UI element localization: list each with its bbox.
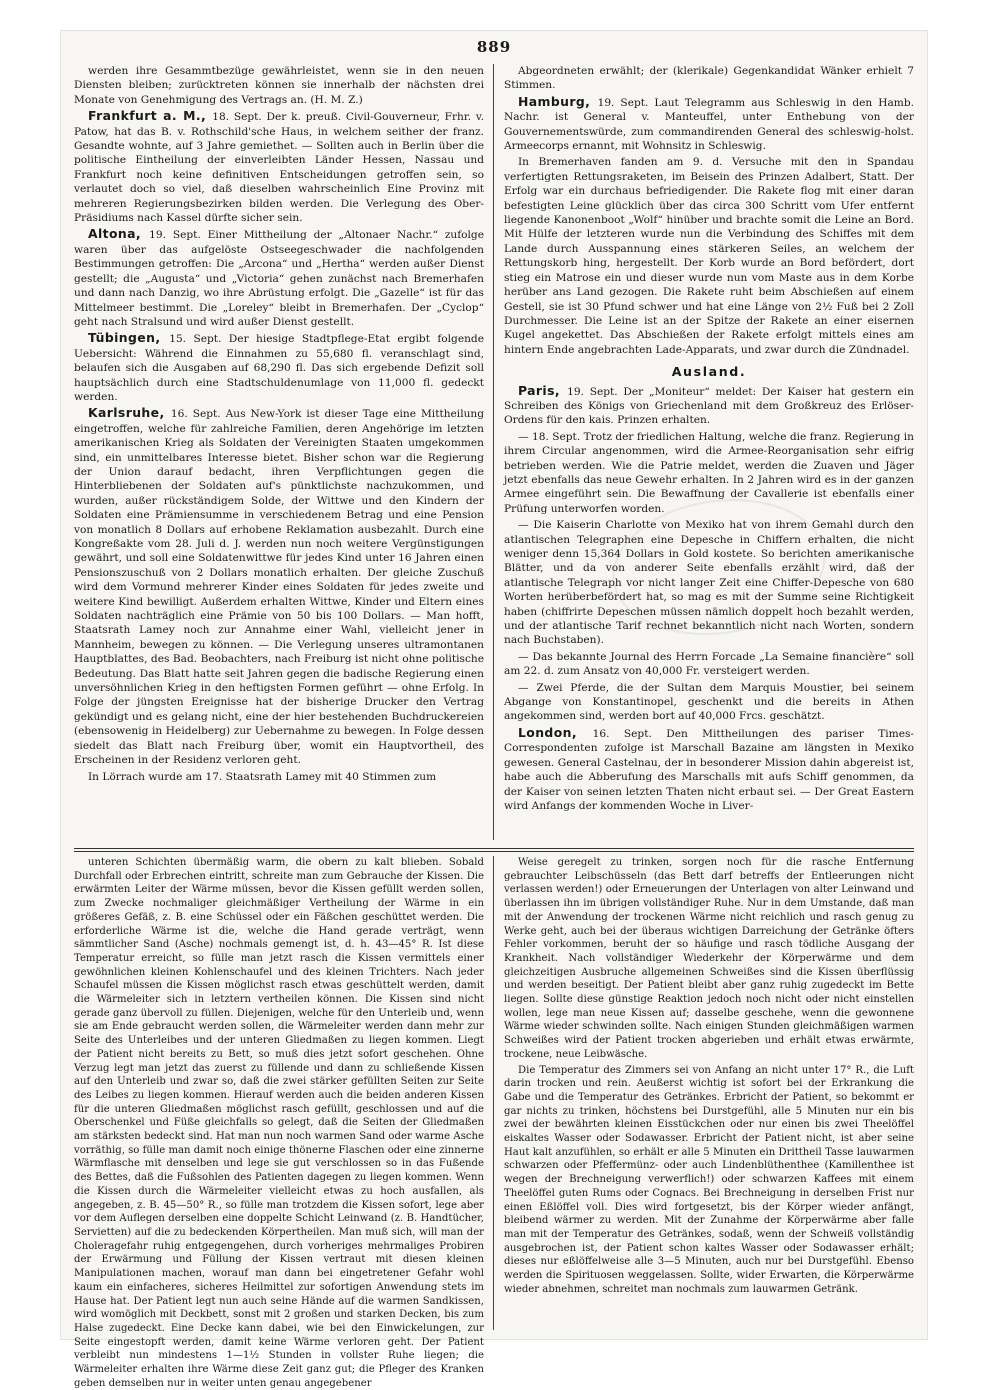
article-paragraph xyxy=(504,726,914,813)
newspaper-page xyxy=(60,30,928,1389)
article-text: — 18. Sept. Trotz der friedlichen Haltung, welche die franz. Regierung in ihrem Circular angenommen, wird die Armee-Reorganisation sehr eifrig betrieben werden. Wie die Patrie meldet, werden die Zuaven und Jäger jetzt ebenfalls das neue Gewehr erhalten. In 2 Jahren wird es in der ganzen Armee eingeführt sein. Die Bewaffnung der Cavallerie ist ebenfalls einer Prüfung unterworfen worden. xyxy=(504,430,914,515)
article-text: 19. Sept. Laut Telegramm aus Schleswig in den Hamb. Nachr. ist General v. Manteuffel, unter Enthebung von der Gouvernementswürde, zum commandirenden General des schleswig-holst. Armeecorps ernannt, mit Wohnsitz in Schleswig. xyxy=(504,96,915,153)
article-text: 16. Sept. Den Mittheilungen des pariser Times-Correspondenten zufolge ist Marschall Bazaine am längsten in Mexiko gewesen. General Castelnau, der in besonderer Mission dahin abgereist ist, habe auch die Abberufung des Marschalls mit aufs Schiff genommen, da der Kaiser von seinen letzten Thaten nicht erbaut sei. — Der Great Eastern wird Anfangs der kommenden Woche in Liver- xyxy=(504,727,914,812)
article-paragraph xyxy=(504,64,914,93)
article-text: Abgeordneten erwählt; der (klerikale) Gegenkandidat Wänker erhielt 7 Stimmen. xyxy=(504,65,914,92)
upper-section xyxy=(74,64,914,842)
column-divider-upper xyxy=(493,64,494,840)
lower-right-column xyxy=(504,856,914,1334)
article-paragraph xyxy=(504,384,914,428)
section-divider-second xyxy=(74,851,914,852)
article-paragraph xyxy=(504,155,914,357)
article-paragraph xyxy=(74,856,484,1390)
section-divider xyxy=(74,848,914,849)
article-text: 19. Sept. Einer Mittheilung der „Altonaer Nachr.“ zufolge waren über das aufgelöste Ostseegeschwader die nachfolgenden Bestimmungen getroffen: Die „Arcona“ und „Hertha“ werden außer Dienst gestellt; die „Augusta“ und „Victoria“ gehen zunächst nach Bremerhafen und dann nach Danzig, wo ihre Abrüstung erfolgt. Die „Gazelle“ ist für das Mittelmeer bestimmt. Die „Loreley“ bleibt in Bremerhafen. Der „Cyclop“ geht nach Stralsund und wird außer Dienst gestellt. xyxy=(74,229,484,328)
article-text: In Bremerhaven fanden am 9. d. Versuche mit den in Spandau verfertigten Rettungsraketen, im Beisein des Prinzen Adalbert, Statt. Der Erfolg war ein durchaus befriedigender. Die Rakete flog mit einer daran befestigten Leine glücklich über das circa 300 Schritt vom Ufer entfernt liegende Kanonenboot „Wolf“ hinüber und brachte somit die Leine an Bord. Mit Hülfe der letzteren wurde nun die Verbindung des Schiffes mit dem Lande durch Ausspannung eines stärkeren Seiles, an welchem der Rettungskorb hing, hergestellt. Der Korb wurde an Bord befördert, dort stieg ein Matrose ein und dieser wurde nun vom Maste aus in dem Korbe herüber ans Land gezogen. Die Rakete ruht beim Abschießen auf einem Gestell, sie ist 30 Pfund schwer und hat eine Länge von 2½ Fuß bei 2 Zoll Durchmesser. Die Leine ist an der Spitze der Rakete an einer eisernen Kugel angekettet. Das Abschießen der Rakete erfolgt mittels eines am hintern Ende angebrachten Lade-Apparats, und zwar durch die Zündnadel. xyxy=(504,156,914,356)
article-paragraph xyxy=(74,331,484,404)
page-number: 889 xyxy=(476,38,512,56)
dateline-place: London, xyxy=(518,724,593,740)
article-text: unteren Schichten übermäßig warm, die obern zu kalt blieben. Sobald Durchfall oder Erbrechen eintritt, schreite man zum Gebrauche der Kissen. Die erwärmten Leiter der Wärme müssen, bevor die Kissen gefüllt werden sollen, zum Zwecke nochmaliger gleichmäßiger Vertheilung der Wärme in ein größeres Gefäß, z. B. eine Schüssel oder ein Fäßchen geschüttet werden. Die erforderliche Wärme ist die, welche die Hand gerade verträgt, wenn sämmtlicher Sand (Asche) nochmals gemengt ist, d. h. 43—45° R. Ist diese Temperatur erreicht, so fülle man jetzt rasch die Kissen vermittels einer gewöhnlichen kleinen Kohlenschaufel und des kleinen Trichters. Nach jeder Schaufel müssen die Kissen möglichst rasch etwas geschüttelt werden, damit die Wärmeleiter sich in letztern vertheilen können. Die Kissen sind nicht gerade ganz übervoll zu füllen. Diejenigen, welche für den Unterleib und, wenn sie am Ende gebraucht werden sollen, die Wärmeleiter werden dann mehr zur Seite des Unterleibes und der unteren Gliedmaßen zu liegen kommen. Liegt der Patient nicht bereits zu Bett, so muß dies jetzt sofort geschehen. Ohne Verzug legt man jetzt das zuerst zu füllende und dann zu schließende Kissen auf den Unterleib und zwar so, daß die zwei stärker gefüllten Seiten zur Seite des Leibes zu liegen kommen. Hierauf werden auch die beiden anderen Kissen für die unteren Gliedmaßen möglichst rasch gefüllt, geschlossen und auf die Oberschenkel und Füße gleichfalls so gelegt, daß die Seiten der Gliedmaßen am stärksten bedeckt sind. Hat man nun noch warmen Sand oder warme Asche vorräthig, so fülle man damit noch einige thönerne Flaschen oder eine zinnerne Wärmflasche mit denselben und lege sie gut verschlossen so in das Fußende des Bettes, daß die Fußsohlen des Patienten dagegen zu liegen kommen. Wenn die Kissen durch die Wärmeleiter vielleicht etwas zu hoch ausfallen, als angegeben, z. B. 45—50° R., so fülle man trotzdem die Kissen sofort, lege aber vor dem Auflegen derselben eine doppelte Schicht Leinwand (z. B. Handtücher, Servietten) auf die zu bedeckenden Körpertheilen. Man muß sich, will man der Choleragefahr ruhig entgegengehen, durch vorheriges mehrmaliges Probiren der Erwärmung und Füllung der Kissen vertraut mit diesen kleinen Manipulationen machen, worauf man dann bei eingetretener Gefahr wohl kaum ein einfacheres, sicheres Heilmittel zur sofortigen Anwendung stets im Hause hat. Der Patient legt nun auch seine Hände auf die warmen Sandkissen, wird womöglich mit Deckbett, sonst mit 2 großen und starken Decken, bis zum Halse zugedeckt. Eine Decke kann dabei, wie bei den Einwickelungen, zur Seite eingestopft werden, damit keine Wärme verloren geht. Der Patient verbleibt nun mindestens 1—1½ Stunden in vollster Ruhe liegen; die Wärmeleiter erhalten ihre Wärme diese Zeit ganz gut; die Pfleger des Kranken geben demselben nur in weiter unten genau angegebener xyxy=(74,857,484,1389)
section-heading-ausland: Ausland. xyxy=(671,364,747,380)
column-divider-lower xyxy=(493,856,494,1330)
article-paragraph xyxy=(74,406,484,767)
article-text: Die Temperatur des Zimmers sei von Anfang an nicht unter 17° R., die Luft darin trocken und rein. Aeußerst wichtig ist sofort bei der Erkrankung die Gabe und die Temperatur des Getränkes. Erbricht der Patient, so bekommt er gar nichts zu trinken, höchstens bei Durstgefühl, alle 5 Minuten nur ein bis zwei der bewährten kleinen Eisstückchen oder nur einen bis zwei Theelöffel eiskaltes Wasser oder Sodawasser. Erbricht der Patient nicht, ist aber seine Haut kalt anzufühlen, so erhält er alle 5 Minuten ein Drittheil Tasse lauwarmen schwarzen oder Pfeffermünz- oder auch Lindenblüthenthee (Kamillenthee ist wegen der Brechneigung verwerflich!) oder schwarzen Kaffees mit einem Theelöffel guten Rums oder Cognacs. Bei Brechneigung in derselben Frist nur einen Eßlöffel voll. Dies wird fortgesetzt, bis der Körper wieder anfängt, bleibend wärmer zu werden. Mit der Zunahme der Körperwärme aber falle man mit der Temperatur des Getränkes, sodaß, wenn der Schweiß vollständig ausgebrochen ist, der Patient schon kaltes Wasser oder Sodawasser erhält; dieses nur eßlöffelweise alle 3—5 Minuten, auch nur bei Durstgefühl. Ebenso werden die Spirituosen weggelassen. Sollte, wider Erwarten, die Körperwärme wieder abnehmen, schreitet man nochmals zum lauwarmen Getränk. xyxy=(504,1064,914,1295)
dateline-place: Frankfurt a. M., xyxy=(88,108,213,124)
dateline-place: Tübingen, xyxy=(88,330,170,346)
article-text: Weise geregelt zu trinken, sorgen noch für die rasche Entfernung gebrauchter Leibschüsseln (das Bett darf betreffs der Entleerungen nicht verlassen werden!) oder Erneuerungen der Unterlagen von alter Leinwand und überlassen ihn im übrigen vollständiger Ruhe. Nur in dem Umstande, daß man mit der Anwendung der trockenen Wärme nicht reichlich und rasch genug zu Werke geht, auch bei der überaus wichtigen Darreichung der Getränke öfters Fehler vorkommen, beruht der so häufige und rasch tödliche Ausgang der Krankheit. Nach vollständiger Wiederkehr der Körperwärme und dem gleichzeitigen Ausbruche allgemeinen Schweißes sind die Kissen überflüssig und werden beseitigt. Der Patient bleibt aber ganz ruhig zugedeckt im Bette liegen. Sollte diese günstige Reaktion jedoch noch nicht oder nicht einstellen wollen, lege man neue Kissen auf; dasselbe geschehe, wenn die gewonnene Wärme wieder schwinden sollte. Nach einigen Stunden gleichmäßigen warmen Schweißes wird der Patient trocken abgerieben und erhält etwas erwärmte, trockene, neue Leibwäsche. xyxy=(504,857,914,1060)
article-text: 18. Sept. Der k. preuß. Civil-Gouverneur, Frhr. v. Patow, hat das B. v. Rothschild'sche Haus, in welchem seither der franz. Gesandte wohnte, auf 3 Jahre gemiethet. — Sollten auch in Berlin über die politische Eintheilung der einverleibten Länder Hessen, Nassau und Frankfurt noch keine definitiven Entscheidungen getroffen sein, so verlautet doch so viel, daß dieselben wahrscheinlich Eine Provinz mit mehreren Regierungsbezirken bilden werden. Die Verlegung des Ober-Präsidiums nach Kassel dürfte sicher sein. xyxy=(74,111,484,225)
article-text: 16. Sept. Aus New-York ist dieser Tage eine Mittheilung eingetroffen, welche für zahlreiche Familien, deren Angehörige im letzten amerikanischen Krieg als Soldaten der Vereinigten Staaten umgekommen sind, ein unmittelbares Interesse bietet. Bisher schon war die Regierung der Union darauf bedacht, ihren Verpflichtungen gegen die Hinterbliebenen der Soldaten auf's pünktlichste nachzukommen, und wurden, außer rückständigem Solde, der Wittwe und den Kindern der Soldaten eine Prämiensumme in verschiedenem Betrag und eine Pension von monatlich 8 Dollars auf erhobene Reklamation ausbezahlt. Durch eine Kongreßakte vom 28. Juli d. J. werden nun noch weitere Vergünstigungen gewährt, und soll eine Soldatenwittwe für jedes Kind unter 16 Jahren einen Pensionszuschuß von 2 Dollars monatlich erhalten. Der gleiche Zuschuß wird dem Vormund mehrerer Kinder eines Soldaten für jedes zweite und weitere Kind bewilligt. Außerdem erhalten Wittwe, Kinder und Eltern eines Soldaten nachträglich eine Prämie von 50 bis 100 Dollars. — Man hofft, Staatsrath Lamey noch zur Annahme einer Wahl, vielleicht jener in Mannheim, bewegen zu können. — Die Verlegung unseres ultramontanen Hauptblattes, des Bad. Beobachters, nach Freiburg ist nicht ohne politische Bedeutung. Das Blatt hatte seit Jahren gegen die badische Regierung einen unversöhnlichen Krieg in den heftigsten Formen geführt — ohne Erfolg. In Folge der jüngsten Ereignisse hat der bisherige Drucker den Vertrag gekündigt und es gelang nicht, eine der hier bestehenden Buchdruckereien (ebensowenig in Heidelberg) zur Uebernahme zu bewegen. In Folge dessen siedelt das Blatt nach Freiburg über, womit ein Hauptvortheil, des Erscheinen in der Residenz verloren geht. xyxy=(74,408,485,767)
dateline-place: Karlsruhe, xyxy=(88,405,171,421)
lower-section xyxy=(74,856,914,1389)
article-paragraph xyxy=(504,681,914,724)
article-paragraph xyxy=(504,650,914,679)
article-paragraph xyxy=(74,64,484,107)
upper-left-column xyxy=(74,64,484,842)
article-paragraph xyxy=(504,1064,914,1297)
lower-left-column xyxy=(74,856,484,1389)
article-text: werden ihre Gesammtbezüge gewährleistet, wenn sie in den neuen Diensten bleiben; zurücktreten können sie innerhalb der nächsten drei Monate von Genehmigung des Vertrags an. (H. M. Z.) xyxy=(74,65,484,106)
article-text: 19. Sept. Der „Moniteur“ meldet: Der Kaiser hat gestern ein Schreiben des Königs von Griechenland mit dem Großkreuz des Erlöser-Ordens für den kais. Prinzen erhalten. xyxy=(504,385,914,427)
dateline-place: Paris, xyxy=(518,382,568,398)
dateline-place: Altona, xyxy=(88,226,150,242)
upper-right-column xyxy=(504,64,914,842)
article-text: — Das bekannte Journal des Herrn Forcade „La Semaine financière“ soll am 22. d. zum Ansatz von 40,000 Fr. versteigert werden. xyxy=(504,650,914,678)
article-text: 15. Sept. Der hiesige Stadtpflege-Etat ergibt folgende Uebersicht: Während die Einnahmen zu 55,680 fl. veranschlagt sind, belaufen sich die Ausgaben auf 68,290 fl. Das sich ergebende Defizit soll hauptsächlich durch eine Stadtschuldenumlage von 11,000 fl. gedeckt werden. xyxy=(74,333,484,403)
article-paragraph xyxy=(504,856,914,1062)
article-paragraph xyxy=(74,770,484,784)
dateline-place: Hamburg, xyxy=(518,93,598,109)
article-paragraph xyxy=(74,109,484,225)
article-paragraph xyxy=(74,227,484,329)
article-text: — Die Kaiserin Charlotte von Mexiko hat von ihrem Gemahl durch den atlantischen Telegraphen eine Depesche in Chiffern erhalten, die nicht weniger denn 15,364 Dollars in Gold kostete. So berichten amerikanische Blätter, und da von anderer Seite ebenfalls erzählt wird, daß der atlantische Telegraph vor nicht langer Zeit eine Chiffer-Depesche von 680 Worten herüberbefördert hat, so mag es mit der Summe seine Richtigkeit haben (chiffrirte Depeschen müssen nämlich doppelt hoch bezahlt werden, und der atlantische Tarif rechnet bekanntlich nicht nach Worten, sondern nach Buchstaben). xyxy=(504,519,914,647)
article-paragraph xyxy=(504,95,914,154)
article-text: In Lörrach wurde am 17. Staatsrath Lamey mit 40 Stimmen zum xyxy=(88,770,437,783)
article-text: — Zwei Pferde, die der Sultan dem Marquis Moustier, bei seinem Abgange von Konstantinopel, geschenkt und die bereits in Athen angekommen sind, werden bort auf 40,000 Frcs. geschätzt. xyxy=(504,681,914,723)
